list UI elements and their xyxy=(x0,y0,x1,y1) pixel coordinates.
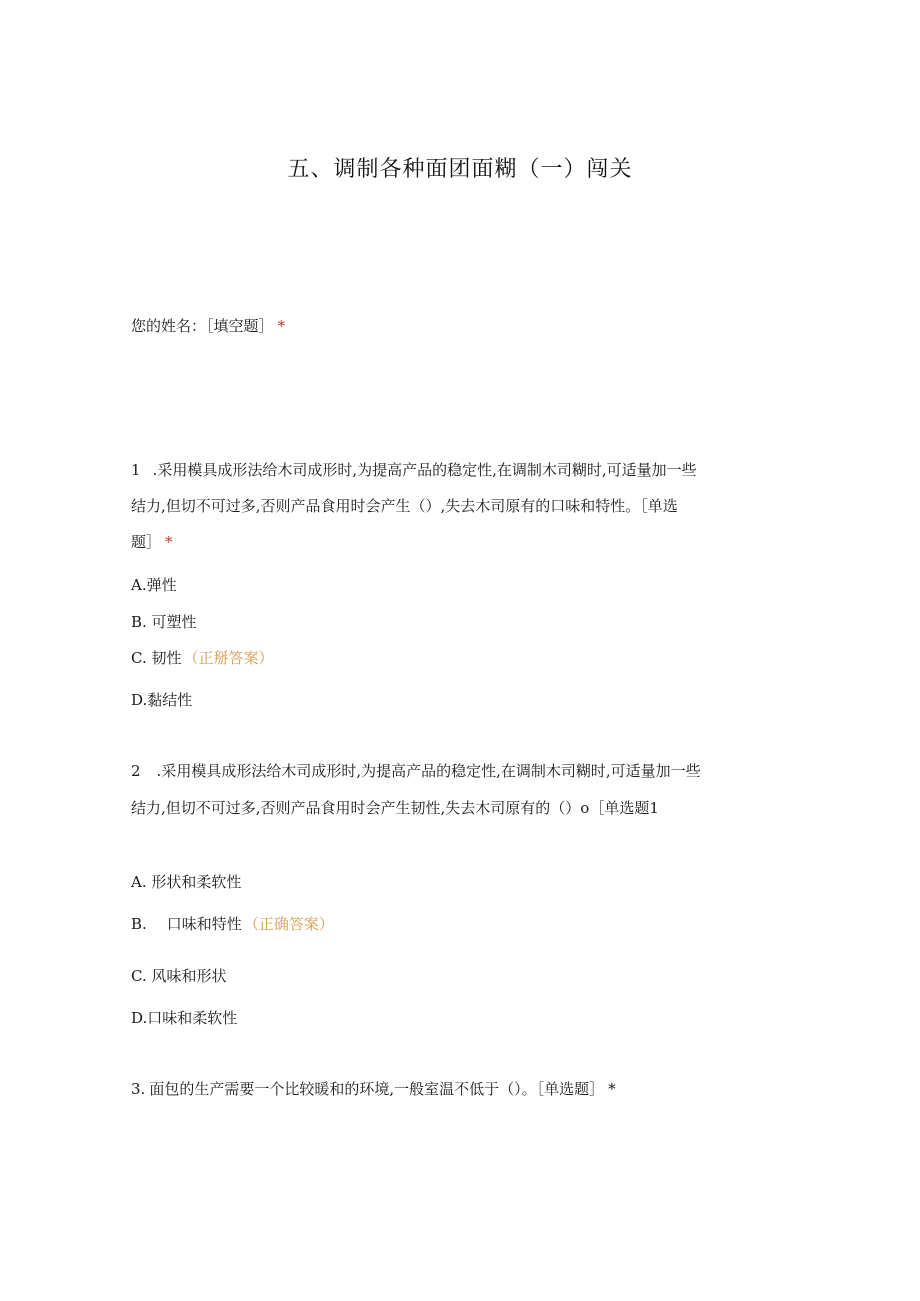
correct-answer-note: （正掰答案） xyxy=(183,649,274,667)
question-2-text-line-2: 结力,但切不可过多,否则产品食用时会产生韧性,失去木司原有的（）o［单选题1 xyxy=(131,799,659,817)
question-2-text-line-1: .采用模具成形法给木司成形时,为提高产品的稳定性,在调制木司糊时,可适量加一些 xyxy=(156,762,701,780)
option-label: D.黏结性 xyxy=(131,691,193,709)
question-1-text-line-2: 结力,但切不可过多,否则产品食用时会产生（）,失去木司原有的口味和特性。［单选 xyxy=(131,497,678,515)
question-1-line-1 xyxy=(131,460,697,480)
option-label: 口味和特性 xyxy=(166,915,242,933)
question-2-option-b[interactable] xyxy=(131,914,334,934)
question-2-option-a[interactable] xyxy=(131,872,241,892)
question-1-line-3 xyxy=(131,532,173,552)
question-2-line-1 xyxy=(131,761,701,781)
required-mark: * xyxy=(608,1080,616,1098)
option-label: D.口味和柔软性 xyxy=(131,1009,238,1027)
question-2-option-c[interactable] xyxy=(131,966,226,986)
question-1-option-a[interactable] xyxy=(131,575,177,595)
required-mark: * xyxy=(277,317,286,335)
correct-answer-note: （正确答案） xyxy=(243,915,334,933)
option-label: A. 形状和柔软性 xyxy=(131,873,242,891)
question-1-option-c[interactable] xyxy=(131,648,274,668)
option-label: C. 风味和形状 xyxy=(131,967,227,985)
required-mark: * xyxy=(165,533,173,551)
option-label: A.弹性 xyxy=(131,576,177,594)
question-2-number: 2 xyxy=(131,762,141,780)
question-3-text: 面包的生产需要一个比较暖和的环境,一般室温不低于（）。［单选题］ xyxy=(149,1080,605,1098)
question-1-option-d[interactable] xyxy=(131,690,192,710)
question-2-line-2 xyxy=(131,798,659,818)
page-title: 五、调制各种面团面糊（一）闯关 xyxy=(287,157,633,182)
option-label: C. 韧性 xyxy=(131,649,182,667)
question-1-line-2 xyxy=(131,496,678,516)
question-1-number: 1 xyxy=(131,461,141,479)
option-label: B. 可塑性 xyxy=(131,613,197,631)
question-2-option-d[interactable] xyxy=(131,1008,237,1028)
option-prefix: B. xyxy=(131,915,147,933)
question-1-text-line-1: .采用模具成形法给木司成形时,为提高产品的稳定性,在调制木司糊时,可适量加一些 xyxy=(152,461,697,479)
name-question xyxy=(131,316,285,336)
name-label: 您的姓名：［填空题］ xyxy=(131,317,274,335)
question-1-text-line-3: 题］ xyxy=(131,533,162,551)
question-3-line-1 xyxy=(131,1079,616,1099)
question-1-option-b[interactable] xyxy=(131,612,197,632)
question-3-number: 3. xyxy=(131,1080,146,1098)
